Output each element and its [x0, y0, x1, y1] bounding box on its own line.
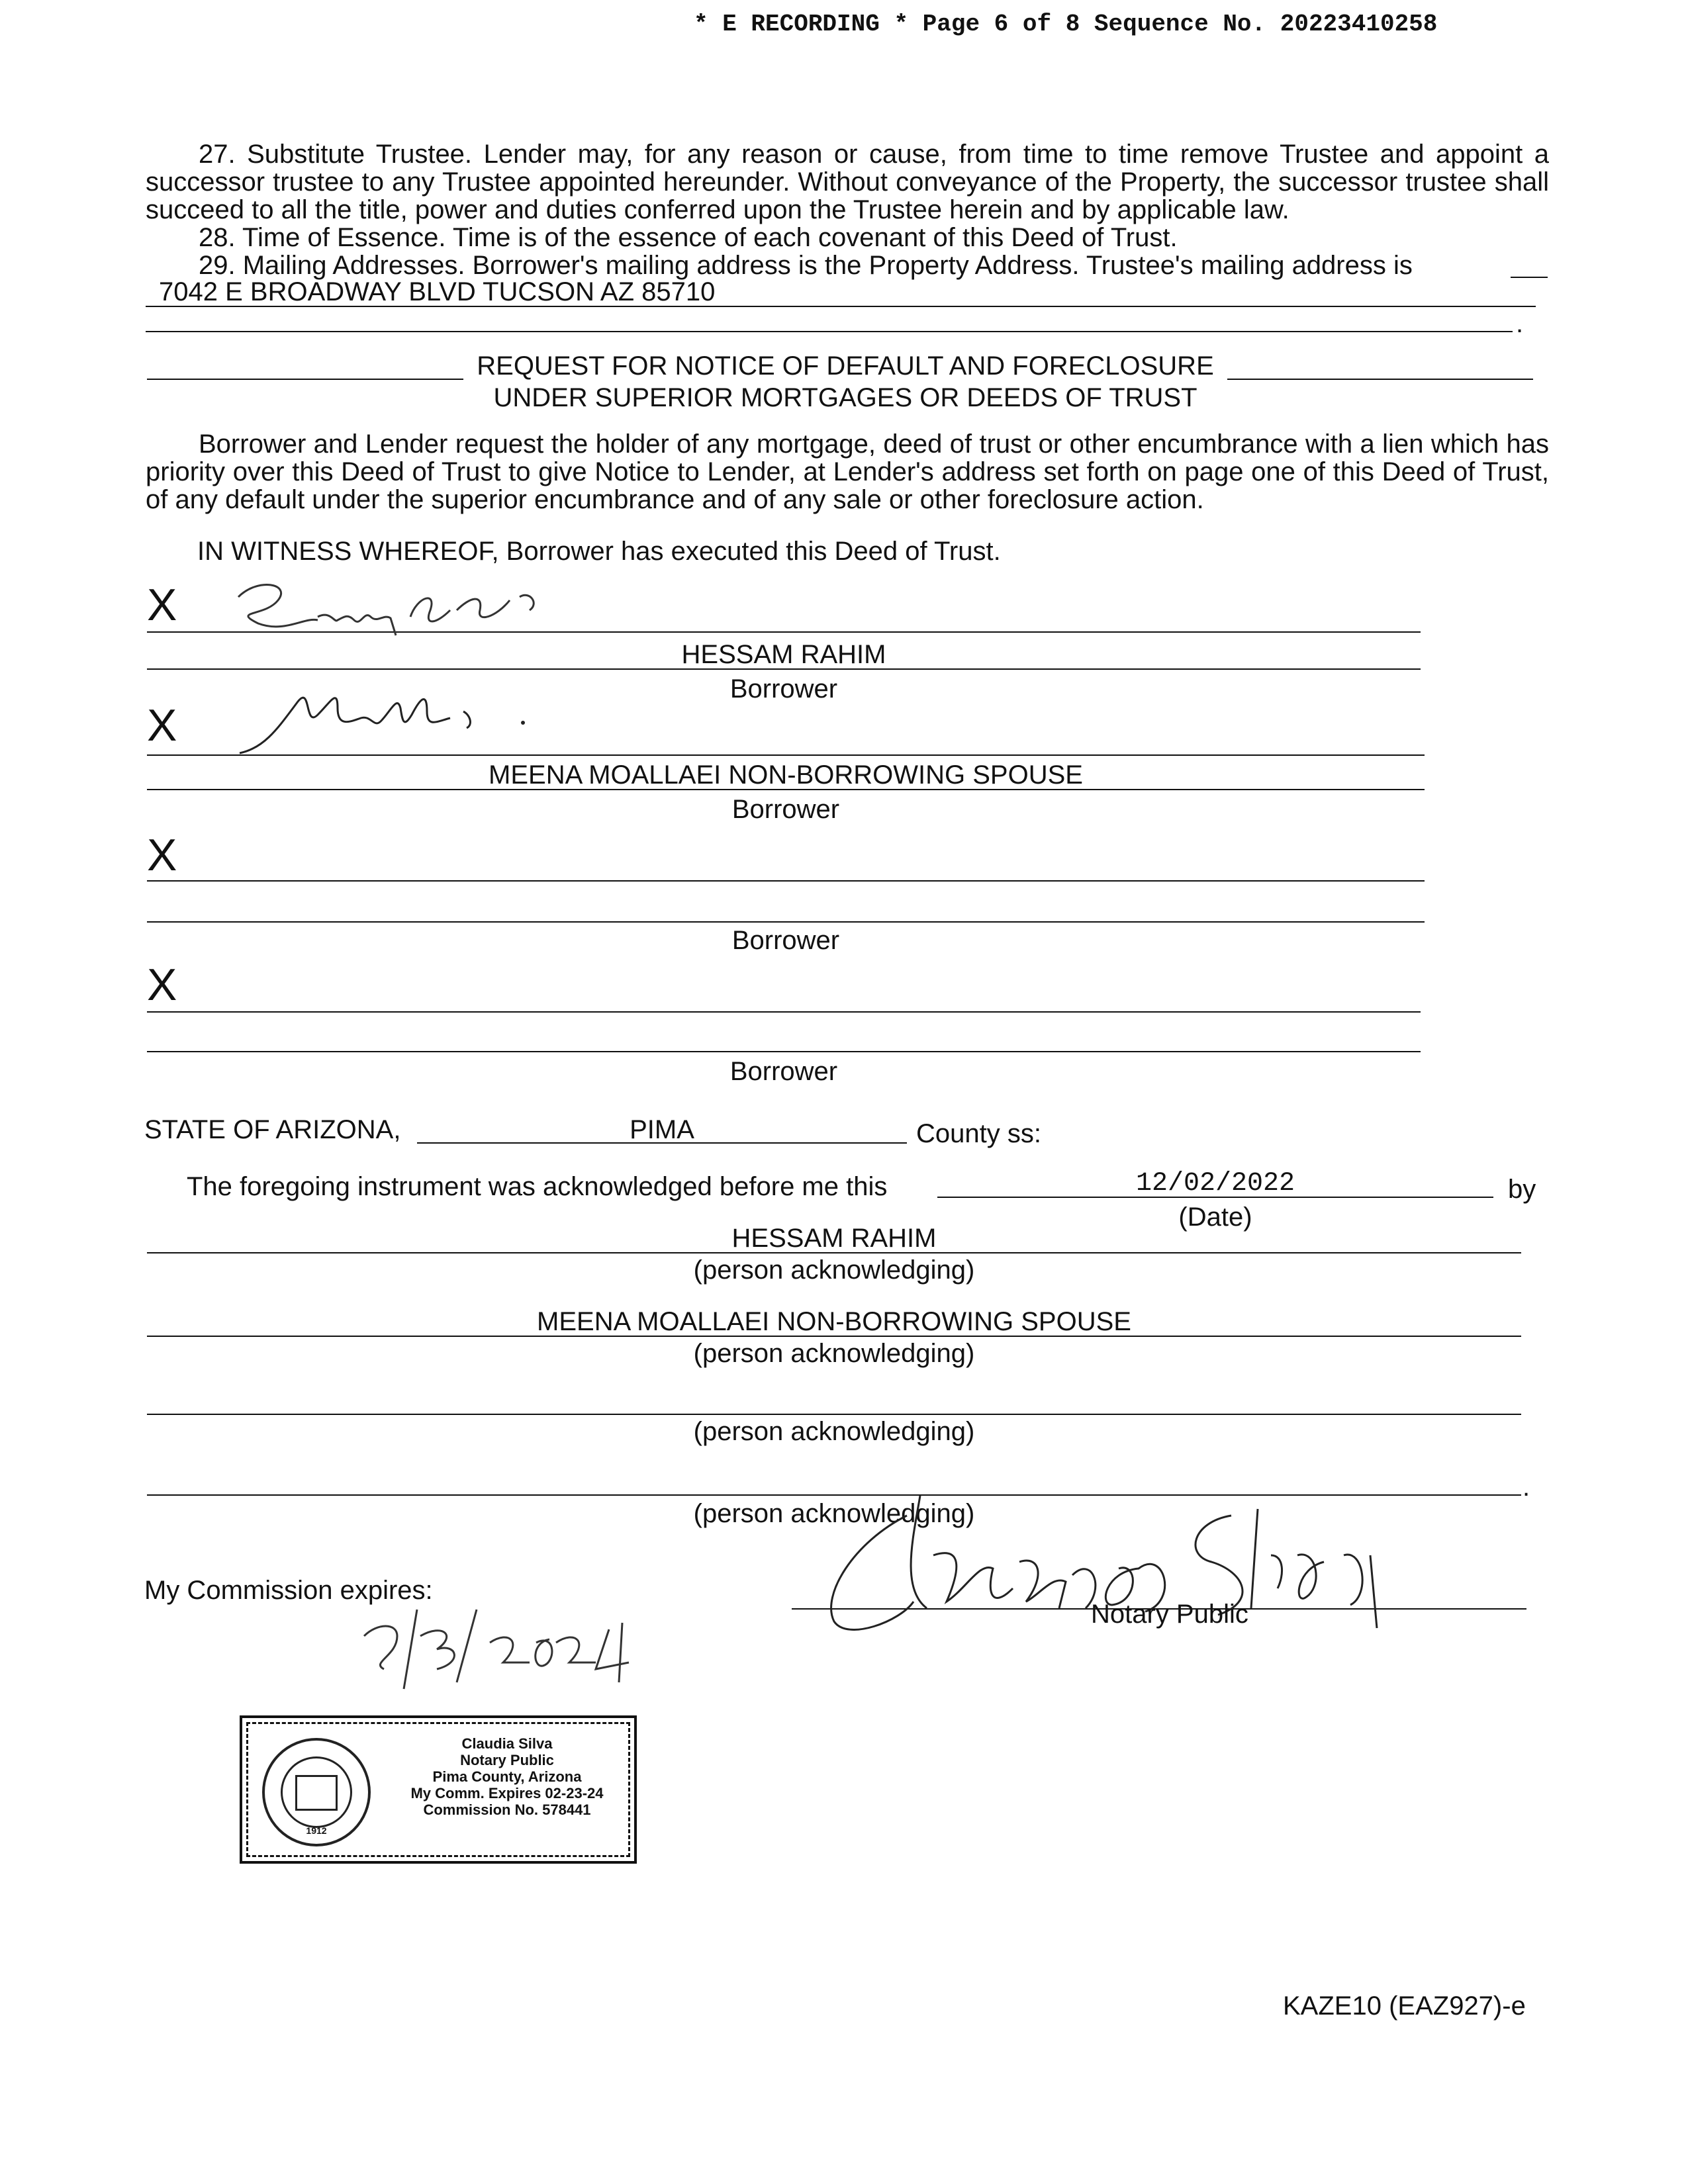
stamp-notary-name: Claudia Silva	[461, 1735, 553, 1752]
stamp-title: Notary Public	[460, 1752, 554, 1768]
notary-stamp	[240, 1715, 637, 1864]
request-body: Borrower and Lender request the holder of any mortgage, deed of trust or other encumbrance with a lien which has priority over this Deed of Trust to give Notice to Lender, at Lender's address set forth on page one of this Deed of Trust, of any default under the superior encumbrance and of any sale or other foreclosure action.	[146, 430, 1549, 514]
ack-person-1-label: (person acknowledging)	[693, 1255, 975, 1285]
ack-person-4-label: (person acknowledging)	[693, 1499, 975, 1528]
form-id: KAZE10 (EAZ927)-e	[1283, 1991, 1526, 2021]
county-suffix: County ss:	[916, 1119, 1041, 1148]
signer-2-role: Borrower	[731, 795, 840, 824]
signer-1-role: Borrower	[729, 674, 838, 704]
stamp-commission-no: Commission No. 578441	[423, 1801, 591, 1818]
by-label: by	[1508, 1175, 1536, 1204]
stamp-expires: My Comm. Expires 02-23-24	[410, 1785, 604, 1801]
clause-27-body: Lender may, for any reason or cause, from time to time remove Trustee and appoint a successor trustee to any Trustee appointed hereunder. Without conveyance of the Property, the successor trustee shall succeed to all the title, power and duties conferred upon the Trustee herein and by applicable law.	[146, 140, 1549, 224]
state-seal	[262, 1738, 371, 1846]
trustee-address: 7042 E BROADWAY BLVD TUCSON AZ 85710	[159, 277, 716, 306]
signer-3-role: Borrower	[731, 926, 840, 955]
request-title-2: UNDER SUPERIOR MORTGAGES OR DEEDS OF TRUST	[493, 383, 1197, 412]
ack-person-2-name: MEENA MOALLAEI NON-BORROWING SPOUSE	[537, 1307, 1131, 1336]
ack-person-3-label: (person acknowledging)	[693, 1417, 975, 1446]
witness-statement: IN WITNESS WHEREOF, Borrower has executed this Deed of Trust.	[197, 537, 1001, 566]
clause-27	[146, 140, 1549, 224]
ack-date: 12/02/2022	[1135, 1169, 1295, 1199]
county-value: PIMA	[630, 1115, 694, 1144]
commission-handwritten-date	[357, 1570, 669, 1706]
commission-label: My Commission expires:	[144, 1576, 433, 1605]
date-label: (Date)	[1178, 1203, 1252, 1232]
stamp-text	[388, 1735, 626, 1818]
sign-mark-2: X	[147, 700, 177, 751]
foregoing-statement: The foregoing instrument was acknowledged before me this	[187, 1172, 888, 1201]
recording-header: * E RECORDING * Page 6 of 8 Sequence No. 20223410258	[694, 11, 1438, 38]
state-label: STATE OF ARIZONA,	[144, 1115, 401, 1144]
signature-line-3	[147, 880, 1425, 882]
sign-mark-1: X	[147, 580, 177, 630]
sign-mark-3: X	[147, 830, 177, 880]
notary-label: Notary Public	[1091, 1600, 1248, 1629]
ack-person-1-name: HESSAM RAHIM	[731, 1224, 937, 1253]
seal-year: 1912	[306, 1825, 327, 1836]
signature-line-4	[147, 1011, 1421, 1013]
ack-person-2-label: (person acknowledging)	[693, 1339, 975, 1368]
signer-1-name: HESSAM RAHIM	[681, 640, 886, 669]
signer-2-name: MEENA MOALLAEI NON-BORROWING SPOUSE	[489, 760, 1083, 790]
request-title-1: REQUEST FOR NOTICE OF DEFAULT AND FORECLOSURE	[477, 351, 1214, 381]
signer-4-role: Borrower	[729, 1057, 838, 1086]
clause-28: 28. Time of Essence. Time is of the essence of each covenant of this Deed of Trust.	[199, 223, 1178, 252]
clause-29: 29. Mailing Addresses. Borrower's mailing address is the Property Address. Trustee's mailing address is	[199, 251, 1413, 280]
clause-27-heading: 27. Substitute Trustee.	[199, 140, 473, 169]
borrower-1-signature	[218, 570, 616, 647]
stamp-county: Pima County, Arizona	[432, 1768, 582, 1785]
sign-mark-4: X	[147, 960, 177, 1010]
borrower-2-signature	[238, 675, 543, 764]
